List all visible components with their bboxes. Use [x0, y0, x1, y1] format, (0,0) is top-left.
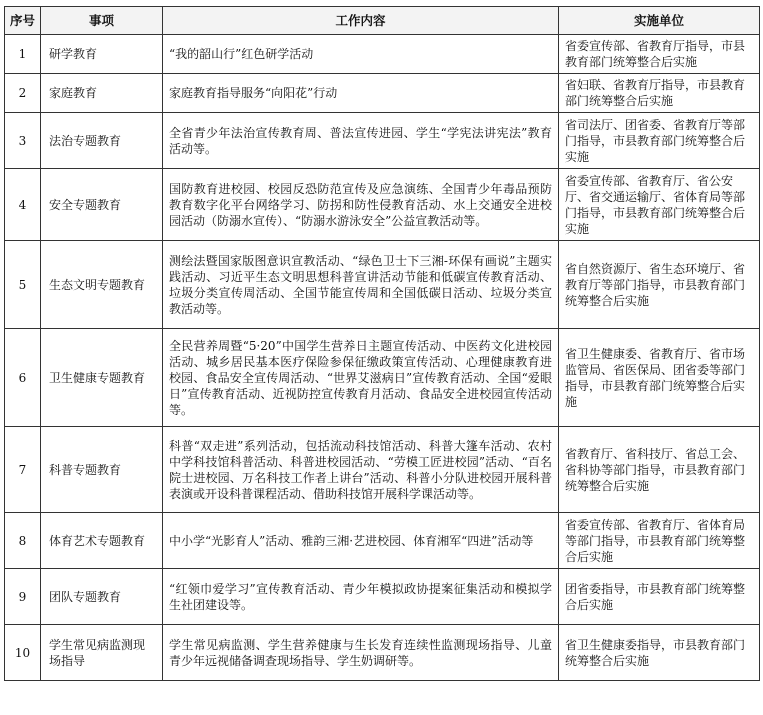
cell-item: 法治专题教育	[41, 113, 163, 169]
cell-content: 全民营养周暨“5·20”中国学生营养日主题宣传活动、中医药文化进校园活动、城乡居民基本医疗保险参保征缴政策宣传活动、心理健康教育进校园、食品安全宣传周活动、“世界艾滋病日”宣传教育活动、全国“爱眼日”宣传教育活动、近视防控宣传教育月活动、食品安全进校园宣传活动等。	[163, 329, 559, 427]
cell-no: 1	[5, 35, 41, 74]
cell-no: 3	[5, 113, 41, 169]
cell-no: 7	[5, 427, 41, 513]
cell-content: 科普“双走进”系列活动，包括流动科技馆活动、科普大篷车活动、农村中学科技馆科普活动、科普进校园活动、“劳模工匠进校园”活动、“百名院士进校园、万名科技工作者上讲台”活动、科普小分队进校园开展科普表演或开设科普课程活动、借助科技馆开展科学课活动等。	[163, 427, 559, 513]
cell-item: 学生常见病监测现场指导	[41, 625, 163, 681]
education-activities-table	[4, 6, 760, 681]
table-row	[5, 569, 760, 625]
table-row	[5, 513, 760, 569]
cell-no: 6	[5, 329, 41, 427]
cell-item: 安全专题教育	[41, 169, 163, 241]
cell-item: 生态文明专题教育	[41, 241, 163, 329]
cell-no: 2	[5, 74, 41, 113]
cell-item: 团队专题教育	[41, 569, 163, 625]
cell-unit: 省司法厅、团省委、省教育厅等部门指导，市县教育部门统筹整合后实施	[559, 113, 760, 169]
cell-item: 家庭教育	[41, 74, 163, 113]
cell-content: 测绘法暨国家版图意识宣教活动、“绿色卫士下三湘-环保有画说”主题实践活动、习近平生态文明思想科普宣讲活动节能和低碳宣传教育活动、垃圾分类宣传周活动、全国节能宣传周和全国低碳日活动、垃圾分类宣教活动等。	[163, 241, 559, 329]
cell-content: 家庭教育指导服务“向阳花”行动	[163, 74, 559, 113]
cell-content: 国防教育进校园、校园反恐防范宣传及应急演练、全国青少年毒品预防教育数字化平台网络学习、防拐和防性侵教育活动、水上交通安全进校园活动（防溺水宣传）、“防溺水游泳安全”公益宣教活动等。	[163, 169, 559, 241]
cell-content: “红领巾爱学习”宣传教育活动、青少年模拟政协提案征集活动和模拟学生社团建设等。	[163, 569, 559, 625]
table-row	[5, 35, 760, 74]
table-row	[5, 241, 760, 329]
cell-unit: 团省委指导，市县教育部门统筹整合后实施	[559, 569, 760, 625]
table-body	[5, 35, 760, 681]
cell-item: 体育艺术专题教育	[41, 513, 163, 569]
cell-no: 5	[5, 241, 41, 329]
table-row	[5, 427, 760, 513]
header-content: 工作内容	[163, 7, 559, 35]
cell-item: 卫生健康专题教育	[41, 329, 163, 427]
document-table-wrapper	[4, 6, 760, 681]
cell-unit: 省卫生健康委指导，市县教育部门统筹整合后实施	[559, 625, 760, 681]
cell-unit: 省自然资源厅、省生态环境厅、省教育厅等部门指导，市县教育部门统筹整合后实施	[559, 241, 760, 329]
cell-unit: 省委宣传部、省教育厅、省公安厅、省交通运输厅、省体育局等部门指导，市县教育部门统筹整合后实施	[559, 169, 760, 241]
table-header	[5, 7, 760, 35]
header-no: 序号	[5, 7, 41, 35]
cell-unit: 省妇联、省教育厅指导，市县教育部门统筹整合后实施	[559, 74, 760, 113]
cell-no: 10	[5, 625, 41, 681]
cell-content: 全省青少年法治宣传教育周、普法宣传进园、学生“学宪法讲宪法”教育活动等。	[163, 113, 559, 169]
cell-item: 科普专题教育	[41, 427, 163, 513]
cell-no: 8	[5, 513, 41, 569]
cell-content: 学生常见病监测、学生营养健康与生长发育连续性监测现场指导、儿童青少年远视储备调查现场指导、学生奶调研等。	[163, 625, 559, 681]
table-row	[5, 169, 760, 241]
cell-no: 4	[5, 169, 41, 241]
table-row	[5, 329, 760, 427]
table-row	[5, 113, 760, 169]
cell-unit: 省委宣传部、省教育厅、省体育局等部门指导，市县教育部门统筹整合后实施	[559, 513, 760, 569]
header-row	[5, 7, 760, 35]
cell-content: 中小学“光影育人”活动、雅韵三湘·艺进校园、体育湘军“四进”活动等	[163, 513, 559, 569]
header-item: 事项	[41, 7, 163, 35]
table-row	[5, 625, 760, 681]
table-row	[5, 74, 760, 113]
cell-unit: 省卫生健康委、省教育厅、省市场监管局、省医保局、团省委等部门指导，市县教育部门统筹整合后实施	[559, 329, 760, 427]
header-unit: 实施单位	[559, 7, 760, 35]
cell-item: 研学教育	[41, 35, 163, 74]
cell-unit: 省委宣传部、省教育厅指导，市县教育部门统筹整合后实施	[559, 35, 760, 74]
cell-unit: 省教育厅、省科技厅、省总工会、省科协等部门指导，市县教育部门统筹整合后实施	[559, 427, 760, 513]
cell-no: 9	[5, 569, 41, 625]
cell-content: “我的韶山行”红色研学活动	[163, 35, 559, 74]
